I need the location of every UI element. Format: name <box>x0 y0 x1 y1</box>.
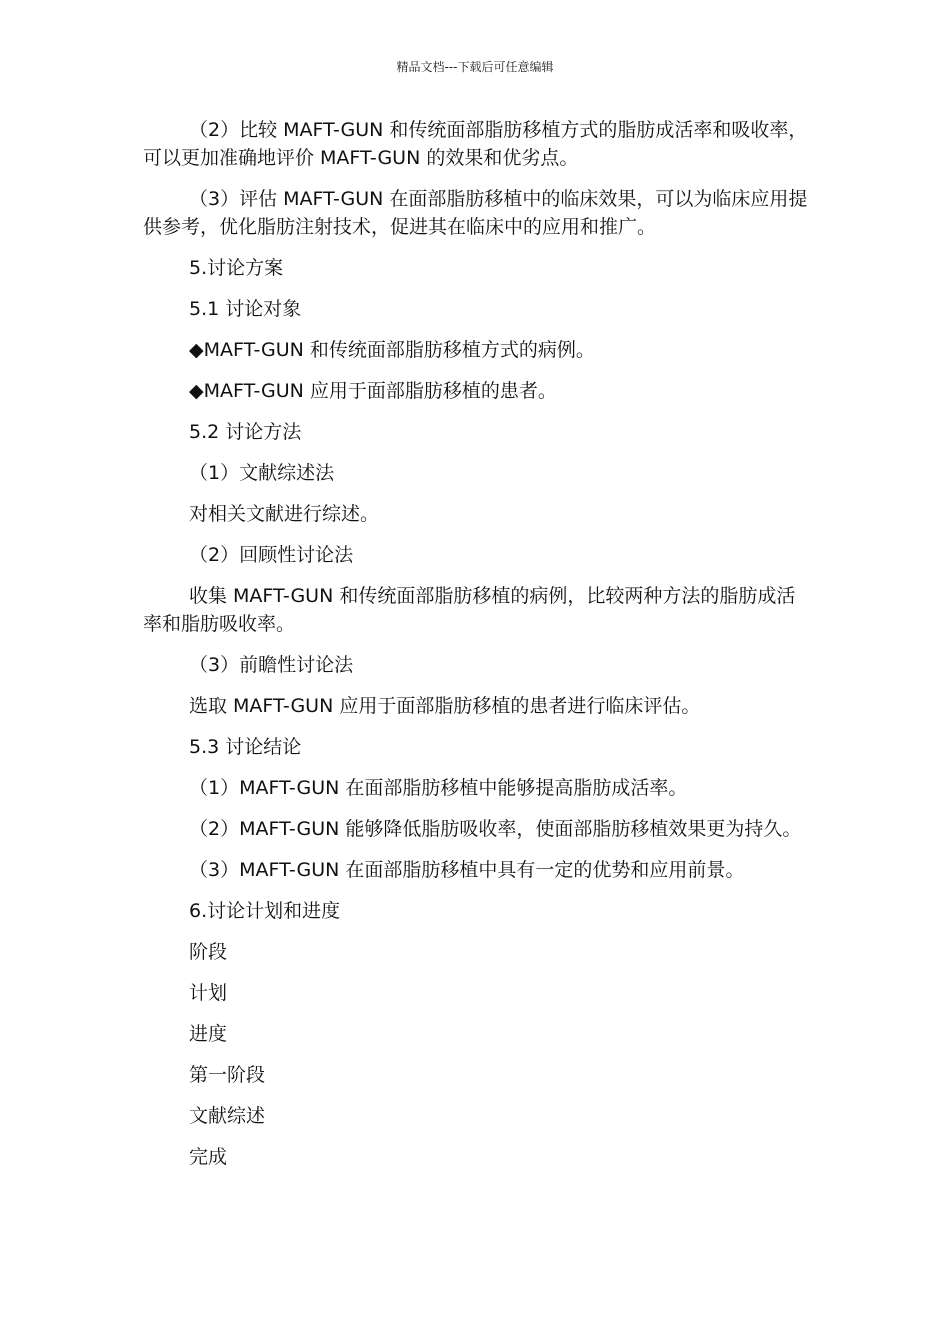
table-cell-plan-1: 文献综述 <box>189 1105 266 1127</box>
table-cell-stage-header: 阶段 <box>189 941 228 963</box>
method-text-3: 选取 MAFT-GUN 应用于面部脂肪移植的患者进行临床评估。 <box>189 695 701 717</box>
bullet-item: ◆MAFT-GUN 和传统面部脂肪移植方式的病例。 <box>189 339 595 361</box>
section-heading-5: 5.讨论方案 <box>189 257 284 279</box>
table-cell-progress-header: 进度 <box>189 1023 228 1045</box>
table-cell-progress-1: 完成 <box>189 1146 228 1168</box>
method-text-2: 收集 MAFT-GUN 和传统面部脂肪移植的病例，比较两种方法的脂肪成活率和脂肪吸收率。 <box>143 585 796 635</box>
page-header: 精品文档---下载后可任意编辑 <box>396 60 554 74</box>
conclusion-item-3: （3）MAFT-GUN 在面部脂肪移植中具有一定的优势和应用前景。 <box>189 859 745 881</box>
method-heading-3: （3）前瞻性讨论法 <box>189 654 354 676</box>
method-text-1: 对相关文献进行综述。 <box>189 503 380 525</box>
paragraph-aim-2: （2）比较 MAFT-GUN 和传统面部脂肪移植方式的脂肪成活率和吸收率，可以更加准确地评价 MAFT-GUN 的效果和优劣点。 <box>143 119 808 169</box>
bullet-item: ◆MAFT-GUN 应用于面部脂肪移植的患者。 <box>189 380 557 402</box>
subsection-heading-5-1: 5.1 讨论对象 <box>189 298 302 320</box>
subsection-heading-5-3: 5.3 讨论结论 <box>189 736 302 758</box>
conclusion-item-1: （1）MAFT-GUN 在面部脂肪移植中能够提高脂肪成活率。 <box>189 777 688 799</box>
table-cell-plan-header: 计划 <box>189 982 228 1004</box>
table-cell-stage-1: 第一阶段 <box>189 1064 266 1086</box>
method-heading-1: （1）文献综述法 <box>189 462 335 484</box>
conclusion-item-2: （2）MAFT-GUN 能够降低脂肪吸收率，使面部脂肪移植效果更为持久。 <box>189 818 802 840</box>
document-body <box>143 116 808 1171</box>
paragraph-aim-3: （3）评估 MAFT-GUN 在面部脂肪移植中的临床效果，可以为临床应用提供参考，优化脂肪注射技术，促进其在临床中的应用和推广。 <box>143 188 808 238</box>
section-heading-6: 6.讨论计划和进度 <box>189 900 341 922</box>
subsection-heading-5-2: 5.2 讨论方法 <box>189 421 302 443</box>
method-heading-2: （2）回顾性讨论法 <box>189 544 354 566</box>
